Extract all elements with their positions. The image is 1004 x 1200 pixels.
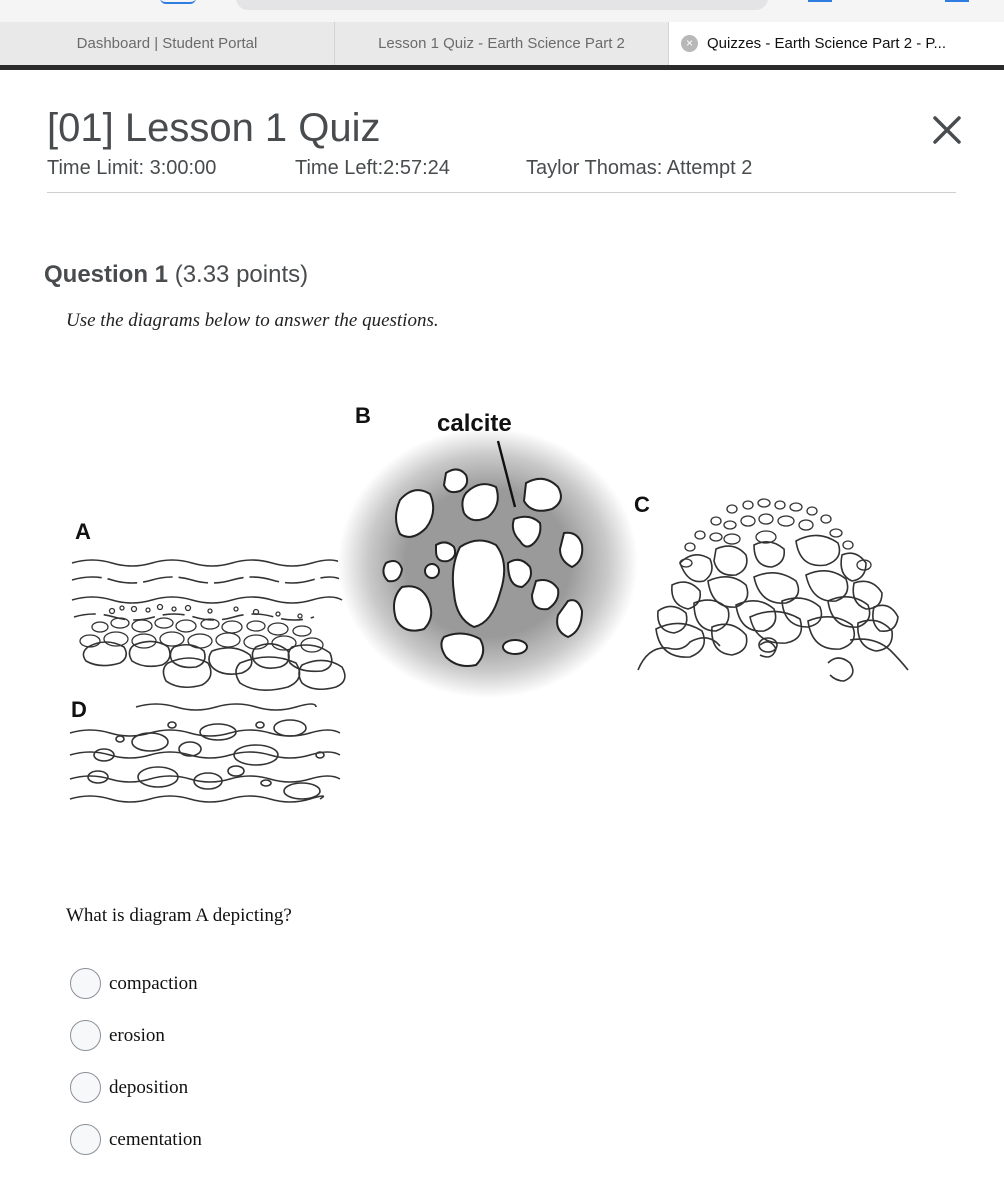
answer-option[interactable] <box>70 1072 188 1103</box>
time-left: Time Left:2:57:24 <box>295 157 450 179</box>
tab-underline <box>0 65 1004 70</box>
diagram-label-b: B <box>355 403 371 428</box>
close-tab-icon[interactable]: × <box>681 35 698 52</box>
address-bar[interactable] <box>236 0 768 10</box>
close-quiz-button[interactable] <box>929 112 965 148</box>
share-icon[interactable] <box>808 0 832 2</box>
tabs-icon[interactable] <box>945 0 969 2</box>
diagram-b <box>338 428 638 698</box>
question-prompt: What is diagram A depicting? <box>66 905 292 926</box>
diagram-d <box>70 704 340 802</box>
radio-button[interactable] <box>70 1020 101 1051</box>
header-divider <box>47 192 956 193</box>
calcite-callout: calcite <box>437 410 512 437</box>
answer-option[interactable] <box>70 1124 202 1155</box>
close-icon <box>929 112 965 148</box>
answer-label: deposition <box>109 1076 189 1098</box>
diagram-figure <box>60 395 920 820</box>
answer-label: cementation <box>109 1128 202 1150</box>
question-points: (3.33 points) <box>174 261 309 288</box>
tab-lesson-quiz[interactable] <box>335 22 669 65</box>
question-heading <box>44 261 308 289</box>
tab-quizzes-active[interactable] <box>669 22 1004 65</box>
answer-option[interactable] <box>70 968 198 999</box>
radio-button[interactable] <box>70 1072 101 1103</box>
page-title: [01] Lesson 1 Quiz <box>47 106 381 150</box>
diagram-a <box>72 560 345 690</box>
rock-diagrams <box>60 395 920 820</box>
answer-option[interactable] <box>70 1020 165 1051</box>
browser-icon[interactable] <box>160 0 196 4</box>
radio-button[interactable] <box>70 1124 101 1155</box>
question-number: Question 1 <box>44 261 169 288</box>
question-instructions: Use the diagrams below to answer the questions. <box>66 310 439 331</box>
diagram-label-a: A <box>75 519 91 544</box>
browser-toolbar <box>0 0 1004 22</box>
answer-label: erosion <box>109 1024 165 1046</box>
radio-button[interactable] <box>70 968 101 999</box>
tab-label: Quizzes - Earth Science Part 2 - P... <box>707 35 946 52</box>
diagram-c <box>638 499 908 681</box>
attempt-info: Taylor Thomas: Attempt 2 <box>526 157 753 179</box>
tab-label: Dashboard | Student Portal <box>76 35 258 52</box>
tab-label: Lesson 1 Quiz - Earth Science Part 2 <box>378 35 625 52</box>
answer-label: compaction <box>109 972 198 994</box>
browser-tab-bar <box>0 22 1004 65</box>
time-limit: Time Limit: 3:00:00 <box>47 157 217 179</box>
tab-dashboard[interactable] <box>0 22 335 65</box>
diagram-label-c: C <box>634 492 650 517</box>
diagram-label-d: D <box>71 697 87 722</box>
